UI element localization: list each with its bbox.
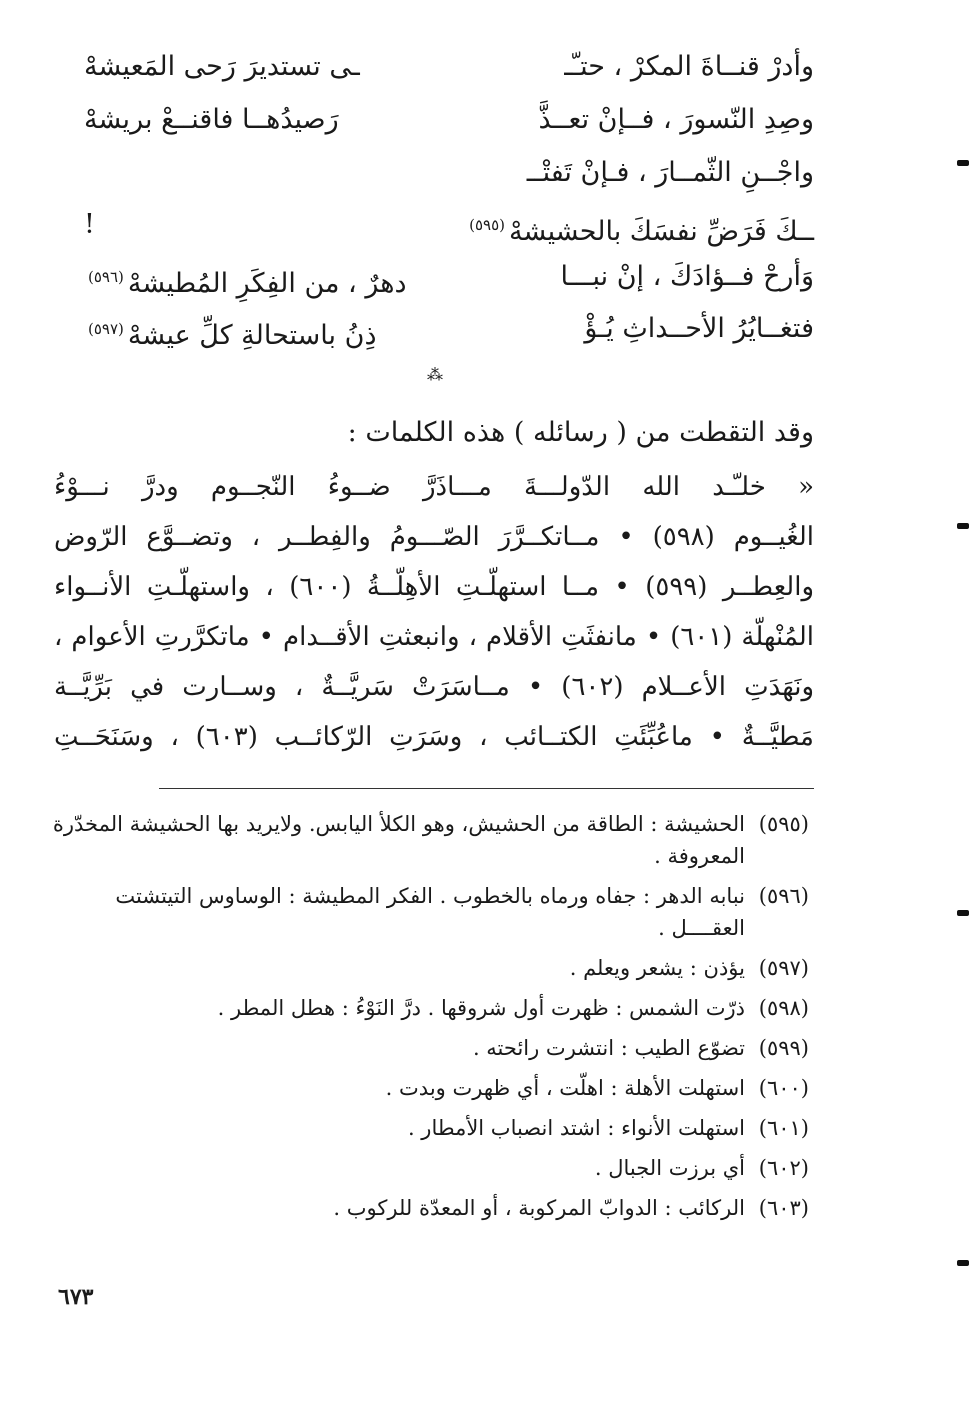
footnote xyxy=(49,952,809,984)
verse-continuation xyxy=(465,200,814,257)
prose-line: « خلـّـد الله الدّولـــةَ مـــاذَرَّ ضــوءُ النّجــوم ودرَّ نـــوْءُ xyxy=(54,472,814,502)
verse-end-mark: ! xyxy=(84,209,95,240)
footnote-number: (٥٩٨) xyxy=(758,996,809,1020)
footnote-number: (٥٩٦) xyxy=(758,884,809,908)
footnote-number: (٥٩٥) xyxy=(758,812,809,836)
prose-line: مَطيَّــةٌ • ماعُبِّئَتِ الكتــائب ، وسَرَتِ الرّكائــب (٦٠٣) ، وسَنَحَــتِ xyxy=(54,722,814,752)
footnotes-list xyxy=(49,808,809,1232)
scan-edge-mark xyxy=(957,1260,969,1266)
section-separator: ⁂ xyxy=(427,365,443,384)
prose-line: والعِطــر (٥٩٩) • مــا استهلّـتِ الأهِلّــةُ (٦٠٠) ، واستهلّـتِ الأنــواء xyxy=(54,572,814,602)
footnote-text: الركائب : الدوابّ المركوبة ، أو المعدّة للركوب . xyxy=(333,1196,745,1220)
verse-line xyxy=(84,148,814,198)
footnote-number: (٥٩٩) xyxy=(758,1036,809,1060)
footnote-reference: (٥٩٥) xyxy=(469,216,506,234)
footnote-number: (٦٠٠) xyxy=(758,1076,809,1100)
verse-line xyxy=(84,42,814,92)
verse-text: ــكَ فَرَضِّ نفسَكَ بالحشيشهْ xyxy=(509,216,814,247)
footnote-number: (٦٠٢) xyxy=(758,1156,809,1180)
scan-edge-mark xyxy=(957,910,969,916)
footnote-divider xyxy=(159,788,814,789)
footnote xyxy=(49,992,809,1024)
verse-second-hemistich: ـى تستديرَ رَحى المَعيشهْ xyxy=(84,51,360,82)
footnote-number: (٦٠٣) xyxy=(758,1196,809,1220)
verse-first-hemistich: وصِدِ النّسورَ ، فــإنْ تعــذَّ xyxy=(538,104,814,135)
verse-first-hemistich: فتغــايُرُ الأحــداثِ يُـؤْ xyxy=(584,313,814,344)
footnote-text: استهلت الأهلة : اهلّت ، أي ظهرت وبدت . xyxy=(385,1076,745,1100)
verse-line xyxy=(84,200,814,250)
footnote xyxy=(49,880,809,944)
verse-first-hemistich: واجْــنِ الثّمــارَ ، فـإنْ تَفتْــ xyxy=(526,157,814,188)
scan-edge-mark xyxy=(957,523,969,529)
intro-line: وقد التقطت من ( رسائله ) هذه الكلمات : xyxy=(347,417,814,448)
footnote xyxy=(49,1072,809,1104)
verse-second-hemistich: ذِنُ باستحالةِ كلِّ عيشهْ$^{(٥٩٧)}$ xyxy=(88,320,377,351)
prose-line: المُنْهلّة (٦٠١) • مانفثَتِ الأقلام ، وانبعثتِ الأقــدام • ماتكرَّرتِ الأعوام ، xyxy=(54,622,814,652)
footnote-reference: (٥٩٧) xyxy=(88,320,124,338)
footnote-text: استهلت الأنواء : اشتد انصباب الأمطار . xyxy=(407,1116,745,1140)
footnote xyxy=(49,1152,809,1184)
verse-line xyxy=(84,95,814,145)
verse-second-hemistich: رَصيدُهــا فاقنــعْ بريشهْ xyxy=(84,104,339,135)
footnote-number: (٦٠١) xyxy=(758,1116,809,1140)
footnote-text: ذرّت الشمس : ظهرت أول شروقها . درَّ النَوْءُ : هطل المطر . xyxy=(217,996,745,1020)
verse-first-hemistich: وَأرحْ فــؤادَكَ ، إنْ نبـــا xyxy=(560,261,814,292)
footnote xyxy=(49,1192,809,1224)
page-number: ٦٧٣ xyxy=(58,1284,94,1310)
prose-paragraph xyxy=(54,462,814,762)
footnote-text: أي برزت الجبال . xyxy=(594,1156,745,1180)
verse-line xyxy=(84,304,814,354)
verse-second-hemistich: دهرٌ ، من الفِكَرِ المُطيشهْ$^{(٥٩٦)}$ xyxy=(88,268,407,299)
footnote-text: نبابه الدهر : جفاه ورماه بالخطوب . الفكر المطيشة : الوساوس التيتشتت العقــــل . xyxy=(115,884,745,940)
footnote xyxy=(49,1112,809,1144)
footnote-reference: (٥٩٦) xyxy=(88,268,124,286)
footnote-text: يؤذن : يشعر ويعلم . xyxy=(569,956,745,980)
footnote-text: تضوّع الطيب : انتشرت رائحته . xyxy=(472,1036,745,1060)
verse-first-hemistich: وأدرْ قنــاةَ المكرْ ، حتـّـ xyxy=(564,51,814,82)
footnote-text: الحشيشة : الطاقة من الحشيش، وهو الكلأ اليابس. ولايريد بها الحشيشة المخدّرة المعروفة . xyxy=(52,812,745,868)
prose-line: ونَهَدَتِ الأعــلام (٦٠٢) • مــاسَرَتْ سَريَّــةٌ ، وســارت في بَرِّيَّــة xyxy=(54,672,815,702)
footnote-number: (٥٩٧) xyxy=(758,956,809,980)
prose-line: الغُيــوم (٥٩٨) • مــاتكــرَّرَ الصّـــومُ والفِطــر ، وتضــوَّع الرّوض xyxy=(54,522,814,552)
footnote xyxy=(49,1032,809,1064)
verse-line xyxy=(84,252,814,302)
footnote xyxy=(49,808,809,872)
scan-edge-mark xyxy=(957,160,969,166)
